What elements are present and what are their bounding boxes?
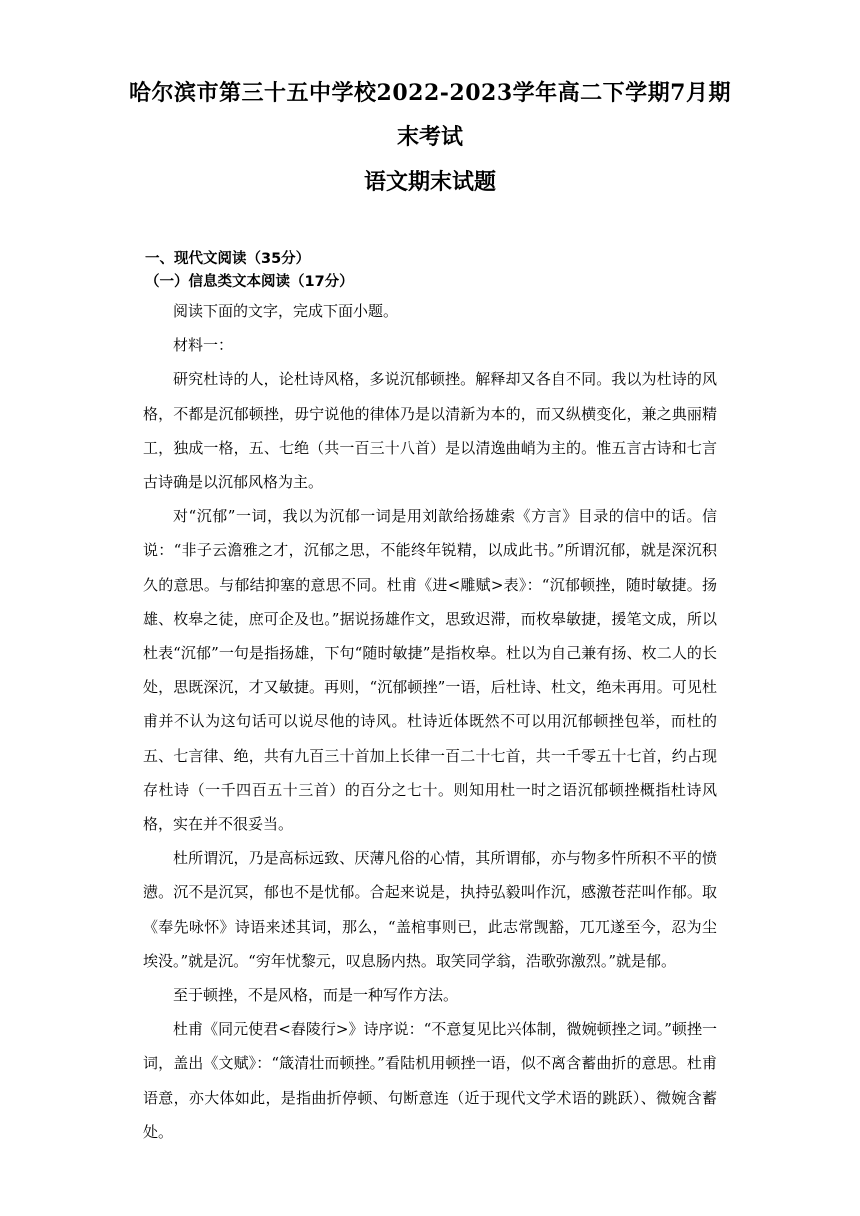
passage-paragraph: 研究杜诗的人，论杜诗风格，多说沉郁顿挫。解释却又各自不同。我以为杜诗的风格，不都是沉郁顿挫，毋宁说他的律体乃是以清新为本的，而又纵横变化，兼之典丽精工，独成一格，五、七绝（共一百三十八首）是以清逸曲峭为主的。惟五言古诗和七言古诗确是以沉郁风格为主。 — [143, 370, 717, 492]
material-label: 材料一： — [173, 336, 234, 355]
passage-paragraph: 对“沉郁”一词，我以为沉郁一词是用刘歆给扬雄索《方言》目录的信中的话。信说：“非子云澹雅之才，沉郁之思，不能终年锐精，以成此书。”所谓沉郁，就是深沉积久的意思。与郁结抑塞的意思不同。杜甫《进<雕赋>表》：“沉郁顿挫，随时敏捷。扬雄、枚皋之徒，庶可企及也。”据说扬雄作文，思致迟滞，而枚皋敏捷，援笔文成，所以杜表“沉郁”一句是指扬雄，下句“随时敏捷”是指枚皋。杜以为自己兼有扬、枚二人的长处，思既深沉，才又敏捷。再则，“沉郁顿挫”一语，后杜诗、杜文，绝未再用。可见杜甫并不认为这句话可以说尽他的诗风。杜诗近体既然不可以用沉郁顿挫包举，而杜的五、七言律、绝，共有九百三十首加上长律一百二十七首，共一千零五十七首，约占现存杜诗（一千四百五十三首）的百分之七十。则知用杜一时之语沉郁顿挫概指杜诗风格，实在并不很妥当。 — [143, 507, 717, 834]
reading-passage — [143, 294, 717, 1149]
instruction-paragraph: 阅读下面的文字，完成下面小题。 — [173, 302, 399, 320]
exam-title-line1: 哈尔滨市第三十五中学校2022-2023学年高二下学期7月期 — [129, 80, 731, 106]
part1-heading: 一、现代文阅读（35分） — [145, 251, 311, 267]
passage-paragraph: 至于顿挫，不是风格，而是一种写作方法。 — [173, 986, 459, 1005]
passage-paragraph: 杜所谓沉，乃是高标远致、厌薄凡俗的心情，其所谓郁，亦与物多忤所积不平的愤懑。沉不是沉冥，郁也不是忧郁。合起来说是，执持弘毅叫作沉，感激苍茫叫作郁。取《奉先咏怀》诗语来述其词，那么，“盖棺事则已，此志常觊豁，兀兀遂至今，忍为尘埃没。”就是沉。“穷年忧黎元，叹息肠内热。取笑同学翁，浩歌弥激烈。”就是郁。 — [143, 849, 717, 970]
part1-sub-heading: （一）信息类文本阅读（17分） — [145, 274, 354, 290]
exam-subtitle: 语文期末试题 — [363, 169, 496, 195]
exam-title-line2: 末考试 — [396, 124, 463, 150]
passage-paragraph: 杜甫《同元使君<舂陵行>》诗序说：“不意复见比兴体制，微婉顿挫之词。”顿挫一词，盖出《文赋》：“箴清壮而顿挫。”看陆机用顿挫一语，似不离含蓄曲折的意思。杜甫语意，亦大体如此，是指曲折停顿、句断意连（近于现代文学术语的跳跃）、微婉含蓄处。 — [143, 1020, 717, 1141]
